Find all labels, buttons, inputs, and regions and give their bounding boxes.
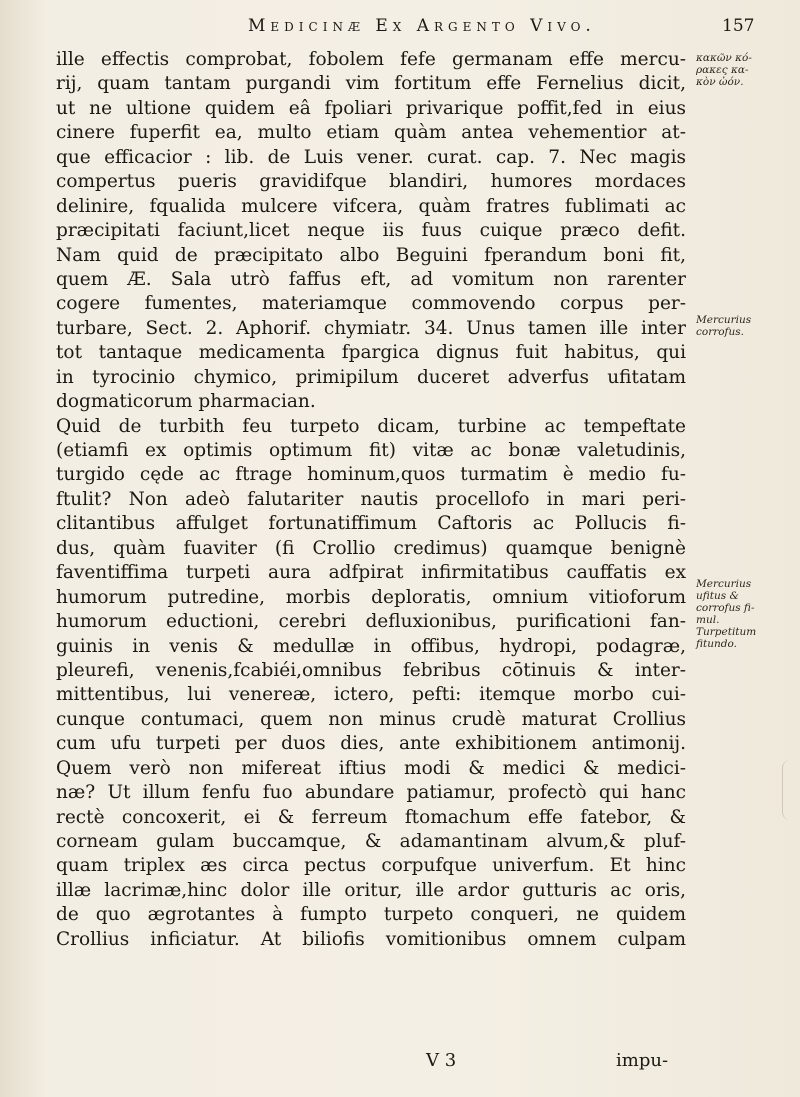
- page-edge-shadow: [782, 760, 797, 820]
- text-line: quem Æ. Sala utrò faffus eft, ad vomitum non rarenter: [56, 268, 686, 290]
- text-line: cum ufu turpeti per duos dies, ante exhibitionem antimonij.: [56, 733, 686, 755]
- text-line: illæ lacrimæ,hinc dolor ille oritur, ille ardor gutturis ac oris,: [56, 879, 686, 901]
- text-line: turgido cęde ac ftrage hominum,quos turmatim è medio fu-: [56, 464, 686, 486]
- catchword: impu-: [616, 1050, 669, 1071]
- text-line: Quid de turbith feu turpeto dicam, turbine ac tempeftate: [56, 415, 686, 437]
- text-line: Nam quid de præcipitato albo Beguini fperandum boni fit,: [56, 244, 686, 266]
- text-line: tot tantaque medicamenta fpargica dignus fuit habitus, qui: [56, 342, 686, 364]
- text-line: humorum putredine, morbis deploratis, omnium vitioforum: [56, 586, 686, 608]
- text-line: delinire, fqualida mulcere vifcera, quàm fratres fublimati ac: [56, 195, 686, 217]
- text-line: næ? Ut illum fenfu fuo abundare patiamur, profectò qui hanc: [56, 782, 686, 804]
- signature-mark: V 3: [426, 1050, 457, 1071]
- text-line: dus, quàm fuaviter (fi Crollio credimus) quamque benignè: [56, 537, 686, 559]
- text-line: clitantibus affulget fortunatiffimum Caftoris ac Pollucis fi-: [56, 513, 686, 535]
- margin-note-mercurius-corrofus: Mercurius corrofus.: [696, 314, 752, 338]
- margin-note-mercurius-ufitus: Mercurius ufitus & corrofus fi- mul. Turpetitum fitundo.: [696, 578, 757, 650]
- running-head: Medicinæ Ex Argento Vivo.: [248, 16, 596, 36]
- text-line: humorum eductioni, cerebri defluxionibus, purificationi fan-: [56, 611, 686, 633]
- page-footer: [56, 1050, 686, 1074]
- text-line: rij, quam tantam purgandi vim fortitum effe Fernelius dicit,: [56, 73, 686, 95]
- text-line: turbare, Sect. 2. Aphorif. chymiatr. 34. Unus tamen ille inter: [56, 317, 686, 339]
- page-number: 157: [722, 16, 755, 36]
- body-text: [56, 48, 686, 952]
- text-line: compertus pueris gravidifque blandiri, humores mordaces: [56, 171, 686, 193]
- text-line: Crollius inficiatur. At biliofis vomitionibus omnem culpam: [56, 928, 686, 950]
- text-line: que efficacior : lib. de Luis vener. curat. cap. 7. Nec magis: [56, 146, 686, 168]
- text-line: dogmaticorum pharmacian.: [56, 391, 316, 413]
- text-line: (etiamfi ex optimis optimum fit) vitæ ac bonæ valetudinis,: [56, 440, 686, 461]
- text-line: mittentibus, lui venereæ, ictero, pefti: itemque morbo cui-: [56, 684, 686, 706]
- text-line: Quem verò non mifereat iftius modi & medici & medici-: [56, 757, 686, 779]
- text-line: ftulit? Non adeò falutariter nautis procellofo in mari peri-: [56, 488, 686, 510]
- margin-note-greek: κακῶν κό- ρακες κα- κὸν ὠόν.: [696, 52, 752, 88]
- text-line: guinis in venis & medullæ in offibus, hydropi, podagræ,: [56, 635, 686, 657]
- text-line: in tyrocinio chymico, primipilum duceret adverfus ufitatam: [56, 366, 686, 388]
- text-line: corneam gulam buccamque, & adamantinam alvum,& pluf-: [56, 831, 686, 852]
- text-line: cinere fuperfit ea, multo etiam quàm antea vehementior at-: [56, 122, 686, 144]
- text-line: ut ne ultione quidem eâ fpoliari privarique poffit,fed in eius: [56, 97, 686, 119]
- text-line: cogere fumentes, materiamque commovendo corpus per-: [56, 293, 686, 315]
- text-line: faventiffima turpeti aura adfpirat infirmitatibus cauffatis ex: [56, 562, 686, 584]
- text-line: cunque contumaci, quem non minus crudè maturat Crollius: [56, 708, 686, 730]
- text-line: quam triplex æs circa pectus corpufque univerfum. Et hinc: [56, 855, 686, 877]
- text-line: pleurefi, venenis,fcabiéi,omnibus febribus cōtinuis & inter-: [56, 659, 686, 681]
- text-line: de quo ægrotantes à fumpto turpeto conqueri, ne quidem: [56, 904, 686, 926]
- text-line: ille effectis comprobat, fobolem fefe germanam effe mercu-: [56, 49, 686, 70]
- text-line: præcipitati faciunt,licet neque iis fuus cuique præco defit.: [56, 220, 686, 242]
- text-line: rectè concoxerit, ei & ferreum ftomachum effe fatebor, &: [56, 806, 686, 828]
